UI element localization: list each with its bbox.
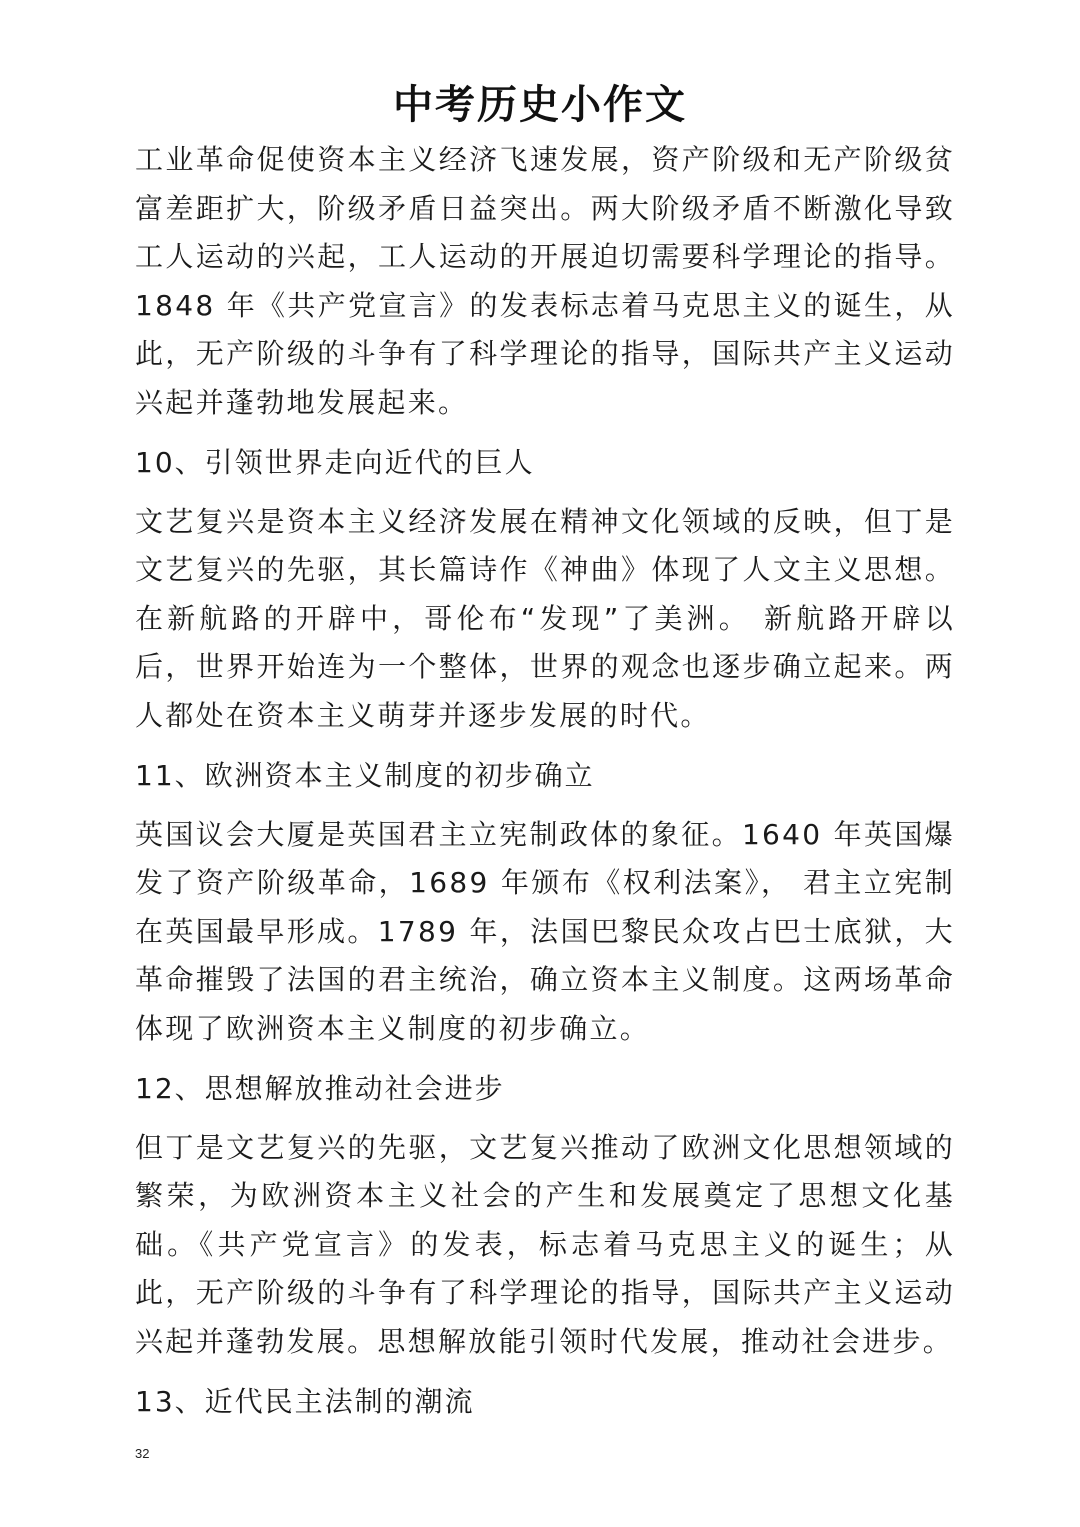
intro-paragraph: 工业革命促使资本主义经济飞速发展，资产阶级和无产阶级贫富差距扩大，阶级矛盾日益突出。两大阶级矛盾不断激化导致工人运动的兴起，工人运动的开展迫切需要科学理论的指导。1848 年《共产党宣言》的发表标志着马克思主义的诞生，从此，无产阶级的斗争有了科学理论的指导，国际共产主义运动兴起并蓬勃地发展起来。: [135, 143, 955, 419]
section-heading-12: 12、思想解放推动社会进步: [135, 1072, 505, 1105]
section-paragraph-12: 但丁是文艺复兴的先驱，文艺复兴推动了欧洲文化思想领域的繁荣，为欧洲资本主义社会的产生和发展奠定了思想文化基础。《共产党宣言》的发表，标志着马克思主义的诞生；从此，无产阶级的斗争有了科学理论的指导，国际共产主义运动兴起并蓬勃发展。思想解放能引领时代发展，推动社会进步。: [135, 1130, 955, 1358]
section-heading-10: 10、引领世界走向近代的巨人: [135, 446, 535, 479]
section-paragraph-11: 英国议会大厦是英国君主立宪制政体的象征。1640 年英国爆发了资产阶级革命，1689 年颁布《权利法案》， 君主立宪制在英国最早形成。1789 年，法国巴黎民众攻占巴士底狱，大革命摧毁了法国的君主统治，确立资本主义制度。这两场革命体现了欧洲资本主义制度的初步确立。: [135, 817, 955, 1045]
document-body: [135, 136, 955, 1437]
section-paragraph-10: 文艺复兴是资本主义经济发展在精神文化领域的反映，但丁是文艺复兴的先驱，其长篇诗作《神曲》体现了人文主义思想。在新航路的开辟中，哥伦布“发现”了美洲。 新航路开辟以后，世界开始连为一个整体，世界的观念也逐步确立起来。两人都处在资本主义萌芽并逐步发展的时代。: [135, 504, 955, 732]
page-title: 中考历史小作文: [393, 82, 687, 128]
section-heading-13: 13、近代民主法制的潮流: [135, 1385, 475, 1418]
page-number: 32: [135, 1446, 150, 1461]
section-heading-11: 11、欧洲资本主义制度的初步确立: [135, 759, 595, 792]
